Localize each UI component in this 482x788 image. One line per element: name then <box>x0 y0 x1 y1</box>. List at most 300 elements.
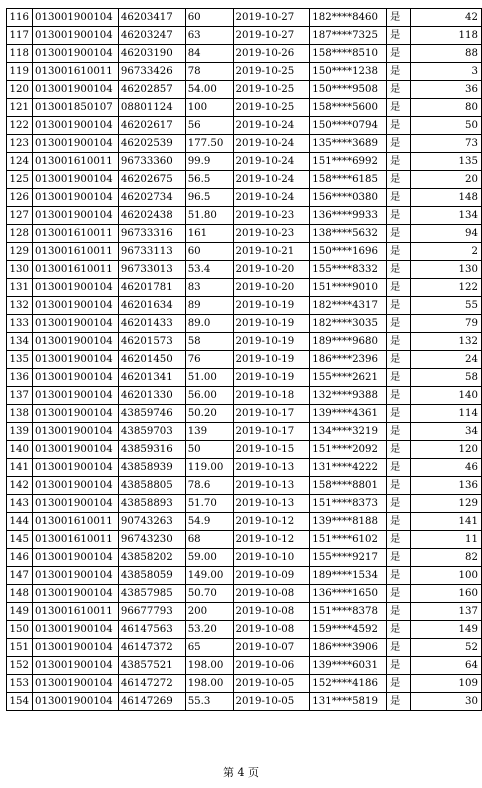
row-number-cell: 124 <box>7 153 33 171</box>
date-cell: 2019-10-05 <box>233 675 310 693</box>
record-id-cell: 43857985 <box>118 585 185 603</box>
account-code-cell: 013001900104 <box>32 171 118 189</box>
phone-number-cell: 158****6185 <box>310 171 387 189</box>
account-code-cell: 013001900104 <box>32 297 118 315</box>
count-cell: 136 <box>410 477 481 495</box>
record-id-cell: 46147269 <box>118 693 185 711</box>
table-row <box>7 225 482 243</box>
amount-cell: 68 <box>185 531 233 549</box>
status-cell: 是 <box>387 351 411 369</box>
phone-number-cell: 158****8801 <box>310 477 387 495</box>
table-row <box>7 81 482 99</box>
table-row <box>7 441 482 459</box>
table-row <box>7 45 482 63</box>
amount-cell: 200 <box>185 603 233 621</box>
account-code-cell: 013001610011 <box>32 531 118 549</box>
count-cell: 94 <box>410 225 481 243</box>
phone-number-cell: 151****2092 <box>310 441 387 459</box>
record-id-cell: 46201573 <box>118 333 185 351</box>
count-cell: 11 <box>410 531 481 549</box>
count-cell: 34 <box>410 423 481 441</box>
phone-number-cell: 132****9388 <box>310 387 387 405</box>
phone-number-cell: 151****6102 <box>310 531 387 549</box>
status-cell: 是 <box>387 585 411 603</box>
status-cell: 是 <box>387 513 411 531</box>
row-number-cell: 153 <box>7 675 33 693</box>
account-code-cell: 013001900104 <box>32 459 118 477</box>
amount-cell: 63 <box>185 27 233 45</box>
amount-cell: 51.80 <box>185 207 233 225</box>
amount-cell: 119.00 <box>185 459 233 477</box>
date-cell: 2019-10-18 <box>233 387 310 405</box>
record-id-cell: 46202539 <box>118 135 185 153</box>
status-cell: 是 <box>387 369 411 387</box>
phone-number-cell: 139****6031 <box>310 657 387 675</box>
table-row <box>7 567 482 585</box>
row-number-cell: 122 <box>7 117 33 135</box>
account-code-cell: 013001900104 <box>32 135 118 153</box>
amount-cell: 198.00 <box>185 675 233 693</box>
phone-number-cell: 158****5600 <box>310 99 387 117</box>
record-id-cell: 90743263 <box>118 513 185 531</box>
record-id-cell: 96677793 <box>118 603 185 621</box>
record-id-cell: 43858805 <box>118 477 185 495</box>
row-number-cell: 121 <box>7 99 33 117</box>
count-cell: 135 <box>410 153 481 171</box>
date-cell: 2019-10-26 <box>233 45 310 63</box>
date-cell: 2019-10-24 <box>233 117 310 135</box>
account-code-cell: 013001610011 <box>32 243 118 261</box>
count-cell: 120 <box>410 441 481 459</box>
status-cell: 是 <box>387 495 411 513</box>
record-id-cell: 46147372 <box>118 639 185 657</box>
row-number-cell: 140 <box>7 441 33 459</box>
status-cell: 是 <box>387 675 411 693</box>
date-cell: 2019-10-20 <box>233 261 310 279</box>
row-number-cell: 137 <box>7 387 33 405</box>
phone-number-cell: 156****0380 <box>310 189 387 207</box>
amount-cell: 50.20 <box>185 405 233 423</box>
record-id-cell: 43857521 <box>118 657 185 675</box>
count-cell: 160 <box>410 585 481 603</box>
amount-cell: 76 <box>185 351 233 369</box>
account-code-cell: 013001900104 <box>32 567 118 585</box>
row-number-cell: 146 <box>7 549 33 567</box>
phone-number-cell: 135****3689 <box>310 135 387 153</box>
date-cell: 2019-10-19 <box>233 369 310 387</box>
row-number-cell: 154 <box>7 693 33 711</box>
page-footer: 第 4 页 <box>223 766 259 779</box>
date-cell: 2019-10-15 <box>233 441 310 459</box>
record-id-cell: 46203417 <box>118 9 185 27</box>
status-cell: 是 <box>387 261 411 279</box>
date-cell: 2019-10-24 <box>233 135 310 153</box>
table-row <box>7 405 482 423</box>
account-code-cell: 013001850107 <box>32 99 118 117</box>
date-cell: 2019-10-19 <box>233 297 310 315</box>
table-row <box>7 9 482 27</box>
phone-number-cell: 138****5632 <box>310 225 387 243</box>
account-code-cell: 013001900104 <box>32 27 118 45</box>
status-cell: 是 <box>387 531 411 549</box>
account-code-cell: 013001900104 <box>32 45 118 63</box>
record-id-cell: 46202617 <box>118 117 185 135</box>
record-id-cell: 46147563 <box>118 621 185 639</box>
record-id-cell: 46201341 <box>118 369 185 387</box>
table-row <box>7 297 482 315</box>
row-number-cell: 126 <box>7 189 33 207</box>
date-cell: 2019-10-20 <box>233 279 310 297</box>
row-number-cell: 136 <box>7 369 33 387</box>
record-id-cell: 43859316 <box>118 441 185 459</box>
phone-number-cell: 151****8373 <box>310 495 387 513</box>
status-cell: 是 <box>387 81 411 99</box>
record-id-cell: 46203190 <box>118 45 185 63</box>
table-row <box>7 351 482 369</box>
account-code-cell: 013001610011 <box>32 603 118 621</box>
count-cell: 141 <box>410 513 481 531</box>
phone-number-cell: 159****4592 <box>310 621 387 639</box>
count-cell: 100 <box>410 567 481 585</box>
count-cell: 20 <box>410 171 481 189</box>
date-cell: 2019-10-08 <box>233 585 310 603</box>
phone-number-cell: 136****1650 <box>310 585 387 603</box>
count-cell: 118 <box>410 27 481 45</box>
record-id-cell: 46201450 <box>118 351 185 369</box>
status-cell: 是 <box>387 135 411 153</box>
row-number-cell: 152 <box>7 657 33 675</box>
table-row <box>7 117 482 135</box>
table-row <box>7 459 482 477</box>
count-cell: 64 <box>410 657 481 675</box>
account-code-cell: 013001610011 <box>32 513 118 531</box>
amount-cell: 56.5 <box>185 171 233 189</box>
status-cell: 是 <box>387 99 411 117</box>
count-cell: 55 <box>410 297 481 315</box>
phone-number-cell: 189****9680 <box>310 333 387 351</box>
count-cell: 137 <box>410 603 481 621</box>
date-cell: 2019-10-19 <box>233 315 310 333</box>
count-cell: 2 <box>410 243 481 261</box>
record-id-cell: 43859746 <box>118 405 185 423</box>
phone-number-cell: 186****3906 <box>310 639 387 657</box>
date-cell: 2019-10-23 <box>233 207 310 225</box>
status-cell: 是 <box>387 297 411 315</box>
amount-cell: 56.00 <box>185 387 233 405</box>
table-row <box>7 585 482 603</box>
count-cell: 114 <box>410 405 481 423</box>
table-row <box>7 135 482 153</box>
account-code-cell: 013001900104 <box>32 675 118 693</box>
account-code-cell: 013001900104 <box>32 369 118 387</box>
status-cell: 是 <box>387 693 411 711</box>
status-cell: 是 <box>387 477 411 495</box>
date-cell: 2019-10-06 <box>233 657 310 675</box>
count-cell: 134 <box>410 207 481 225</box>
account-code-cell: 013001900104 <box>32 405 118 423</box>
table-row <box>7 369 482 387</box>
account-code-cell: 013001900104 <box>32 351 118 369</box>
count-cell: 140 <box>410 387 481 405</box>
phone-number-cell: 155****2621 <box>310 369 387 387</box>
record-id-cell: 46202675 <box>118 171 185 189</box>
status-cell: 是 <box>387 459 411 477</box>
table-row <box>7 63 482 81</box>
phone-number-cell: 151****9010 <box>310 279 387 297</box>
account-code-cell: 013001900104 <box>32 495 118 513</box>
amount-cell: 100 <box>185 99 233 117</box>
date-cell: 2019-10-25 <box>233 99 310 117</box>
account-code-cell: 013001900104 <box>32 639 118 657</box>
row-number-cell: 120 <box>7 81 33 99</box>
status-cell: 是 <box>387 207 411 225</box>
amount-cell: 56 <box>185 117 233 135</box>
amount-cell: 53.4 <box>185 261 233 279</box>
phone-number-cell: 134****3219 <box>310 423 387 441</box>
count-cell: 36 <box>410 81 481 99</box>
count-cell: 42 <box>410 9 481 27</box>
table-row <box>7 153 482 171</box>
row-number-cell: 119 <box>7 63 33 81</box>
table-row <box>7 243 482 261</box>
account-code-cell: 013001900104 <box>32 9 118 27</box>
table-row <box>7 657 482 675</box>
status-cell: 是 <box>387 621 411 639</box>
record-id-cell: 43858893 <box>118 495 185 513</box>
record-id-cell: 43858059 <box>118 567 185 585</box>
amount-cell: 161 <box>185 225 233 243</box>
table-row <box>7 675 482 693</box>
date-cell: 2019-10-12 <box>233 531 310 549</box>
account-code-cell: 013001900104 <box>32 441 118 459</box>
row-number-cell: 141 <box>7 459 33 477</box>
count-cell: 149 <box>410 621 481 639</box>
row-number-cell: 135 <box>7 351 33 369</box>
date-cell: 2019-10-07 <box>233 639 310 657</box>
row-number-cell: 150 <box>7 621 33 639</box>
status-cell: 是 <box>387 603 411 621</box>
records-table <box>6 8 482 711</box>
row-number-cell: 148 <box>7 585 33 603</box>
row-number-cell: 116 <box>7 9 33 27</box>
date-cell: 2019-10-25 <box>233 63 310 81</box>
phone-number-cell: 136****9933 <box>310 207 387 225</box>
status-cell: 是 <box>387 567 411 585</box>
amount-cell: 89.0 <box>185 315 233 333</box>
record-id-cell: 96733316 <box>118 225 185 243</box>
account-code-cell: 013001900104 <box>32 693 118 711</box>
count-cell: 148 <box>410 189 481 207</box>
date-cell: 2019-10-08 <box>233 603 310 621</box>
amount-cell: 84 <box>185 45 233 63</box>
table-row <box>7 693 482 711</box>
count-cell: 82 <box>410 549 481 567</box>
phone-number-cell: 150****9508 <box>310 81 387 99</box>
row-number-cell: 130 <box>7 261 33 279</box>
date-cell: 2019-10-24 <box>233 189 310 207</box>
amount-cell: 60 <box>185 9 233 27</box>
status-cell: 是 <box>387 189 411 207</box>
count-cell: 46 <box>410 459 481 477</box>
status-cell: 是 <box>387 405 411 423</box>
date-cell: 2019-10-13 <box>233 477 310 495</box>
account-code-cell: 013001900104 <box>32 315 118 333</box>
status-cell: 是 <box>387 387 411 405</box>
date-cell: 2019-10-27 <box>233 27 310 45</box>
record-id-cell: 46202734 <box>118 189 185 207</box>
record-id-cell: 96733426 <box>118 63 185 81</box>
amount-cell: 83 <box>185 279 233 297</box>
row-number-cell: 145 <box>7 531 33 549</box>
record-id-cell: 46202857 <box>118 81 185 99</box>
phone-number-cell: 186****2396 <box>310 351 387 369</box>
row-number-cell: 142 <box>7 477 33 495</box>
account-code-cell: 013001900104 <box>32 189 118 207</box>
phone-number-cell: 139****4361 <box>310 405 387 423</box>
row-number-cell: 117 <box>7 27 33 45</box>
amount-cell: 139 <box>185 423 233 441</box>
table-row <box>7 495 482 513</box>
row-number-cell: 151 <box>7 639 33 657</box>
row-number-cell: 143 <box>7 495 33 513</box>
count-cell: 132 <box>410 333 481 351</box>
count-cell: 79 <box>410 315 481 333</box>
record-id-cell: 96743230 <box>118 531 185 549</box>
amount-cell: 51.70 <box>185 495 233 513</box>
phone-number-cell: 150****0794 <box>310 117 387 135</box>
status-cell: 是 <box>387 657 411 675</box>
status-cell: 是 <box>387 63 411 81</box>
status-cell: 是 <box>387 279 411 297</box>
table-row <box>7 207 482 225</box>
row-number-cell: 118 <box>7 45 33 63</box>
date-cell: 2019-10-17 <box>233 405 310 423</box>
count-cell: 130 <box>410 261 481 279</box>
table-row <box>7 477 482 495</box>
account-code-cell: 013001900104 <box>32 117 118 135</box>
account-code-cell: 013001900104 <box>32 207 118 225</box>
account-code-cell: 013001610011 <box>32 225 118 243</box>
status-cell: 是 <box>387 333 411 351</box>
date-cell: 2019-10-23 <box>233 225 310 243</box>
record-id-cell: 46201330 <box>118 387 185 405</box>
status-cell: 是 <box>387 225 411 243</box>
amount-cell: 65 <box>185 639 233 657</box>
status-cell: 是 <box>387 243 411 261</box>
count-cell: 30 <box>410 693 481 711</box>
record-id-cell: 46203247 <box>118 27 185 45</box>
status-cell: 是 <box>387 423 411 441</box>
records-table-body <box>7 9 482 711</box>
status-cell: 是 <box>387 315 411 333</box>
status-cell: 是 <box>387 9 411 27</box>
status-cell: 是 <box>387 153 411 171</box>
date-cell: 2019-10-21 <box>233 243 310 261</box>
phone-number-cell: 189****1534 <box>310 567 387 585</box>
amount-cell: 59.00 <box>185 549 233 567</box>
amount-cell: 149.00 <box>185 567 233 585</box>
record-id-cell: 43859703 <box>118 423 185 441</box>
amount-cell: 51.00 <box>185 369 233 387</box>
count-cell: 88 <box>410 45 481 63</box>
date-cell: 2019-10-25 <box>233 81 310 99</box>
record-id-cell: 43858202 <box>118 549 185 567</box>
amount-cell: 54.9 <box>185 513 233 531</box>
amount-cell: 78 <box>185 63 233 81</box>
account-code-cell: 013001610011 <box>32 261 118 279</box>
account-code-cell: 013001900104 <box>32 585 118 603</box>
amount-cell: 89 <box>185 297 233 315</box>
count-cell: 3 <box>410 63 481 81</box>
account-code-cell: 013001900104 <box>32 387 118 405</box>
row-number-cell: 123 <box>7 135 33 153</box>
record-id-cell: 08801124 <box>118 99 185 117</box>
date-cell: 2019-10-13 <box>233 495 310 513</box>
date-cell: 2019-10-13 <box>233 459 310 477</box>
phone-number-cell: 187****7325 <box>310 27 387 45</box>
count-cell: 58 <box>410 369 481 387</box>
count-cell: 122 <box>410 279 481 297</box>
amount-cell: 53.20 <box>185 621 233 639</box>
count-cell: 80 <box>410 99 481 117</box>
row-number-cell: 125 <box>7 171 33 189</box>
date-cell: 2019-10-05 <box>233 693 310 711</box>
record-id-cell: 46202438 <box>118 207 185 225</box>
phone-number-cell: 182****8460 <box>310 9 387 27</box>
phone-number-cell: 131****4222 <box>310 459 387 477</box>
phone-number-cell: 150****1238 <box>310 63 387 81</box>
table-row <box>7 603 482 621</box>
record-id-cell: 96733113 <box>118 243 185 261</box>
table-row <box>7 27 482 45</box>
count-cell: 109 <box>410 675 481 693</box>
table-row <box>7 639 482 657</box>
table-row <box>7 621 482 639</box>
amount-cell: 58 <box>185 333 233 351</box>
date-cell: 2019-10-08 <box>233 621 310 639</box>
table-row <box>7 513 482 531</box>
date-cell: 2019-10-17 <box>233 423 310 441</box>
date-cell: 2019-10-19 <box>233 333 310 351</box>
record-id-cell: 46201433 <box>118 315 185 333</box>
amount-cell: 60 <box>185 243 233 261</box>
record-id-cell: 46147272 <box>118 675 185 693</box>
amount-cell: 198.00 <box>185 657 233 675</box>
table-row <box>7 315 482 333</box>
amount-cell: 50.70 <box>185 585 233 603</box>
phone-number-cell: 139****8188 <box>310 513 387 531</box>
phone-number-cell: 152****4186 <box>310 675 387 693</box>
phone-number-cell: 151****6992 <box>310 153 387 171</box>
count-cell: 73 <box>410 135 481 153</box>
row-number-cell: 147 <box>7 567 33 585</box>
table-row <box>7 333 482 351</box>
phone-number-cell: 155****8332 <box>310 261 387 279</box>
account-code-cell: 013001900104 <box>32 279 118 297</box>
phone-number-cell: 131****5819 <box>310 693 387 711</box>
account-code-cell: 013001900104 <box>32 81 118 99</box>
amount-cell: 50 <box>185 441 233 459</box>
amount-cell: 96.5 <box>185 189 233 207</box>
row-number-cell: 127 <box>7 207 33 225</box>
table-row <box>7 279 482 297</box>
account-code-cell: 013001900104 <box>32 477 118 495</box>
account-code-cell: 013001900104 <box>32 549 118 567</box>
table-row <box>7 99 482 117</box>
table-row <box>7 261 482 279</box>
table-row <box>7 549 482 567</box>
count-cell: 50 <box>410 117 481 135</box>
